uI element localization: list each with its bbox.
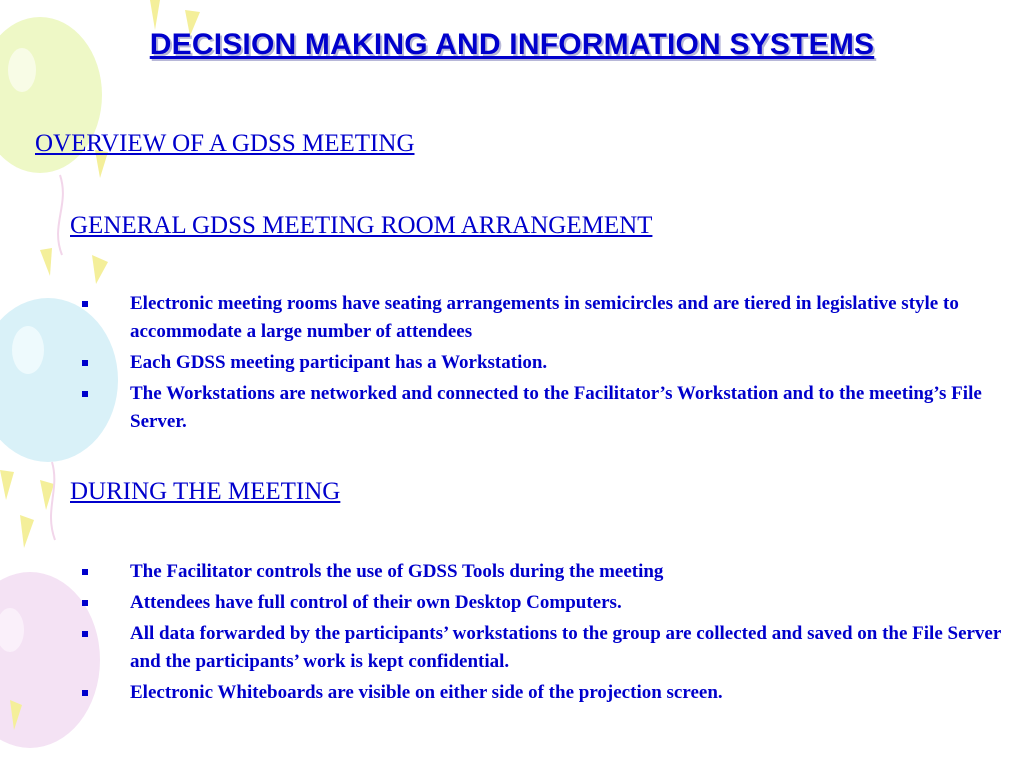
- subheading-room-arrangement: GENERAL GDSS MEETING ROOM ARRANGEMENT: [70, 212, 653, 239]
- square-bullet-icon: [82, 600, 88, 606]
- list-item: All data forwarded by the participants’ workstations to the group are collected and saved on the File Server and the participants’ work is kept confidential.: [82, 620, 1002, 676]
- room-arrangement-list: [82, 290, 1002, 439]
- list-item: The Workstations are networked and connected to the Facilitator’s Workstation and to the meeting’s File Server.: [82, 380, 1002, 436]
- section-heading: OVERVIEW OF A GDSS MEETING: [35, 130, 415, 157]
- square-bullet-icon: [82, 631, 88, 637]
- square-bullet-icon: [82, 360, 88, 366]
- list-item: Electronic Whiteboards are visible on either side of the projection screen.: [82, 679, 1002, 707]
- square-bullet-icon: [82, 301, 88, 307]
- list-item: Each GDSS meeting participant has a Workstation.: [82, 349, 1002, 377]
- during-meeting-list: [82, 558, 1002, 710]
- square-bullet-icon: [82, 569, 88, 575]
- subheading-during-meeting: DURING THE MEETING: [70, 478, 341, 505]
- list-item: The Facilitator controls the use of GDSS Tools during the meeting: [82, 558, 1002, 586]
- list-item: Electronic meeting rooms have seating arrangements in semicircles and are tiered in legislative style to accommodate a large number of attendees: [82, 290, 1002, 346]
- list-item: Attendees have full control of their own Desktop Computers.: [82, 589, 1002, 617]
- slide-title: DECISION MAKING AND INFORMATION SYSTEMS: [149, 28, 875, 61]
- square-bullet-icon: [82, 391, 88, 397]
- square-bullet-icon: [82, 690, 88, 696]
